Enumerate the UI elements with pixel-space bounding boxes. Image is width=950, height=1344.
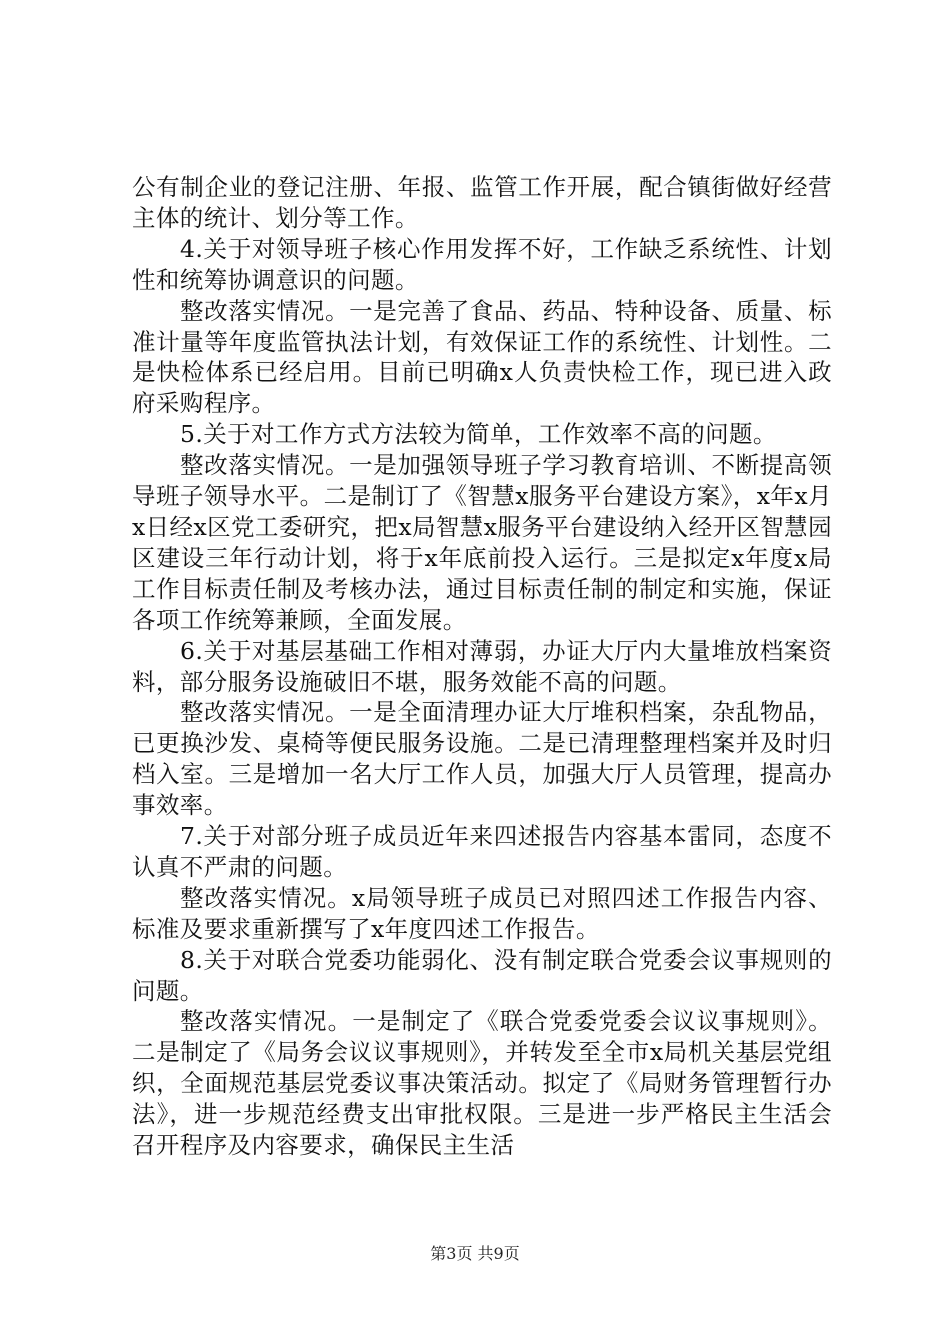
paragraph-3: 整改落实情况。一是完善了食品、药品、特种设备、质量、标准计量等年度监管执法计划，有效保证工作的系统性、计划性。二是快检体系已经启用。目前已明确x人负责快检工作，现已进入政府采购程序。 [132, 296, 832, 418]
paragraph-1: 公有制企业的登记注册、年报、监管工作开展，配合镇街做好经营主体的统计、划分等工作。 [132, 173, 832, 232]
paragraph-4: 5.关于对工作方式方法较为简单，工作效率不高的问题。 [180, 420, 777, 449]
page-footer [0, 1244, 950, 1264]
paragraph-11: 整改落实情况。一是制定了《联合党委党委会议议事规则》。二是制定了《局务会议议事规则》，并转发至全市x局机关基层党组织，全面规范基层党委议事决策活动。拟定了《局财务管理暂行办法》，进一步规范经费支出审批权限。三是进一步严格民主生活会召开程序及内容要求，确保民主生活 [132, 1007, 832, 1160]
paragraph-9: 整改落实情况。x局领导班子成员已对照四述工作报告内容、标准及要求重新撰写了x年度四述工作报告。 [132, 883, 832, 943]
paragraph-2: 4.关于对领导班子核心作用发挥不好，工作缺乏系统性、计划性和统筹协调意识的问题。 [132, 234, 832, 294]
document-body [132, 172, 832, 1161]
paragraph-10: 8.关于对联合党委功能弱化、没有制定联合党委会议事规则的问题。 [132, 945, 832, 1005]
paragraph-7: 整改落实情况。一是全面清理办证大厅堆积档案，杂乱物品，已更换沙发、桌椅等便民服务设施。二是已清理整理档案并及时归档入室。三是增加一名大厅工作人员，加强大厅人员管理，提高办事效率。 [132, 698, 832, 820]
paragraph-8: 7.关于对部分班子成员近年来四述报告内容基本雷同，态度不认真不严肃的问题。 [132, 822, 832, 881]
page-number: 第3页 共9页 [430, 1244, 520, 1263]
paragraph-6: 6.关于对基层基础工作相对薄弱，办证大厅内大量堆放档案资料，部分服务设施破旧不堪，服务效能不高的问题。 [132, 636, 832, 696]
paragraph-5: 整改落实情况。一是加强领导班子学习教育培训、不断提高领导班子领导水平。二是制订了《智慧x服务平台建设方案》，x年x月x日经x区党工委研究，把x局智慧x服务平台建设纳入经开区智慧园区建设三年行动计划，将于x年底前投入运行。三是拟定x年度x局工作目标责任制及考核办法，通过目标责任制的制定和实施，保证各项工作统筹兼顾，全面发展。 [132, 451, 832, 634]
